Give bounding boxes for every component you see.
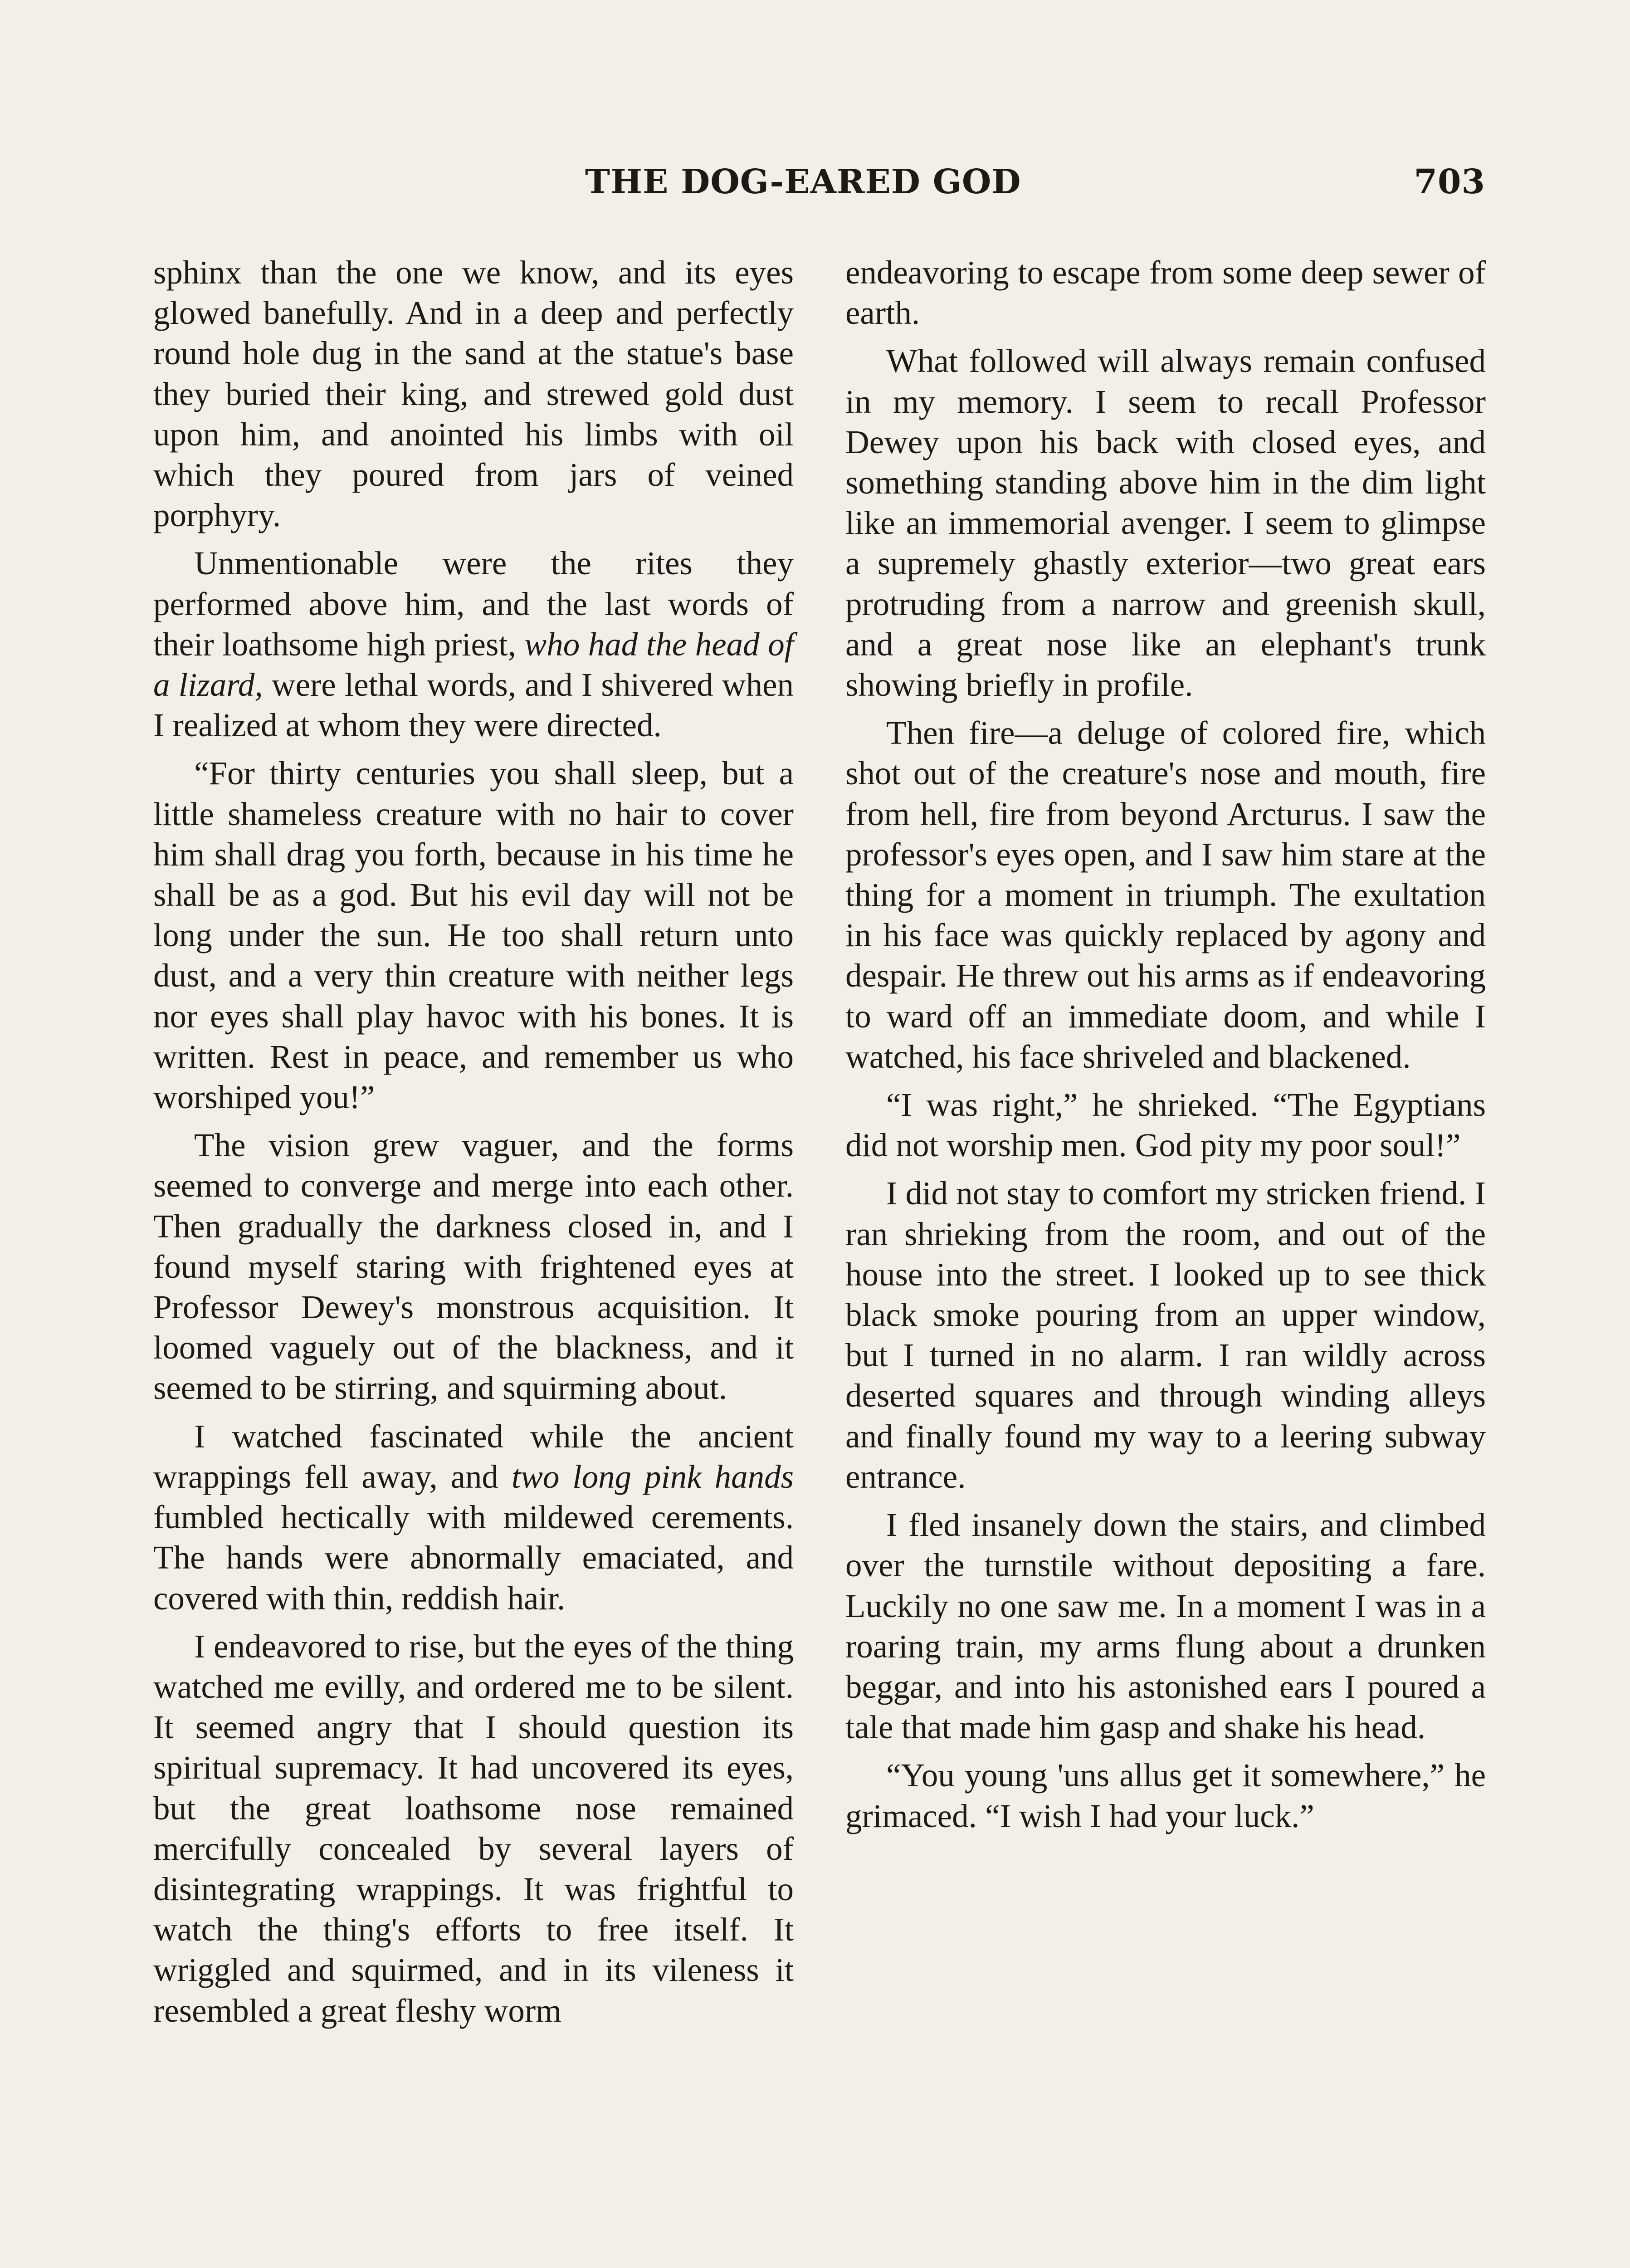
italic-phrase: two long pink hands <box>511 1458 794 1495</box>
running-header <box>585 162 1485 201</box>
right-column <box>845 252 1486 1844</box>
paragraph: I fled insanely down the stairs, and climbed over the turnstile without depositing a fare. Luckily no one saw me. In a moment I was in a roaring train, my arms flung about a drunken beggar, and into his astonished ears I poured a tale that made him gasp and shake his head. <box>845 1506 1486 1746</box>
paragraph: What followed will always remain confused in my memory. I seem to recall Professor Dewey upon his back with closed eyes, and something standing above him in the dim light like an immemorial avenger. I seem to glimpse a supremely ghastly exterior—two great ears protruding from a narrow and greenish skull, and a great nose like an elephant's trunk showing briefly in profile. <box>845 342 1486 704</box>
paragraph: Then fire—a deluge of colored fire, which shot out of the creature's nose and mouth, fire from hell, fire from beyond Arcturus. I saw the professor's eyes open, and I saw him stare at the thing for a moment in triumph. The exultation in his face was quickly replaced by agony and despair. He threw out his arms as if endeavoring to ward off an immediate doom, and while I watched, his face shriveled and blackened. <box>845 714 1486 1075</box>
paragraph: “I was right,” he shrieked. “The Egyptians did not worship men. God pity my poor soul!” <box>845 1086 1486 1164</box>
paragraph: endeavoring to escape from some deep sewer of earth. <box>845 254 1486 332</box>
paragraph: Unmentionable were the rites they performed above him, and the last words of their loathsome high priest, who had the head of a lizard, were lethal words, and I shivered when I realized at whom they were directed. <box>153 545 794 744</box>
paragraph: I watched fascinated while the ancient wrappings fell away, and two long pink hands fumbled hectically with mildewed cerements. The hands were abnormally emaciated, and covered with thin, reddish hair. <box>153 1418 794 1617</box>
italic-phrase: who had the head of a lizard, <box>153 626 794 704</box>
paragraph: “For thirty centuries you shall sleep, but a little shameless creature with no hair to cover him shall drag you forth, because in his time he shall be as a god. But his evil day will not be long under the sun. He too shall return unto dust, and a very thin creature with neither legs nor eyes shall play havoc with his bones. It is written. Rest in peace, and remember us who worshiped you!” <box>153 755 794 1116</box>
page-title: THE DOG-EARED GOD <box>585 162 1021 201</box>
paragraph: The vision grew vaguer, and the forms seemed to converge and merge into each other. Then gradually the darkness closed in, and I found myself staring with frightened eyes at Professor Dewey's monstrous acquisition. It loomed vaguely out of the blackness, and it seemed to be stirring, and squirming about. <box>153 1127 794 1407</box>
paragraph: sphinx than the one we know, and its eyes glowed banefully. And in a deep and perfectly round hole dug in the sand at the statue's base they buried their king, and strewed gold dust upon him, and anointed his limbs with oil which they poured from jars of veined porphyry. <box>153 254 794 534</box>
paragraph: I did not stay to comfort my stricken friend. I ran shrieking from the room, and out of the house into the street. I looked up to see thick black smoke pouring from an upper window, but I turned in no alarm. I ran wildly across deserted squares and through winding alleys and finally found my way to a leering subway entrance. <box>845 1175 1486 1495</box>
paragraph: I endeavored to rise, but the eyes of the thing watched me evilly, and ordered me to be silent. It seemed angry that I should question its spiritual supremacy. It had uncovered its eyes, but the great loathsome nose remained mercifully concealed by several layers of disintegrating wrappings. It was frightful to watch the thing's efforts to free itself. It wriggled and squirmed, and in its vileness it resembled a great fleshy worm <box>153 1628 794 2029</box>
paragraph: “You young 'uns allus get it somewhere,” he grimaced. “I wish I had your luck.” <box>845 1757 1486 1834</box>
left-column <box>153 252 794 2038</box>
page-number: 703 <box>1414 162 1485 201</box>
